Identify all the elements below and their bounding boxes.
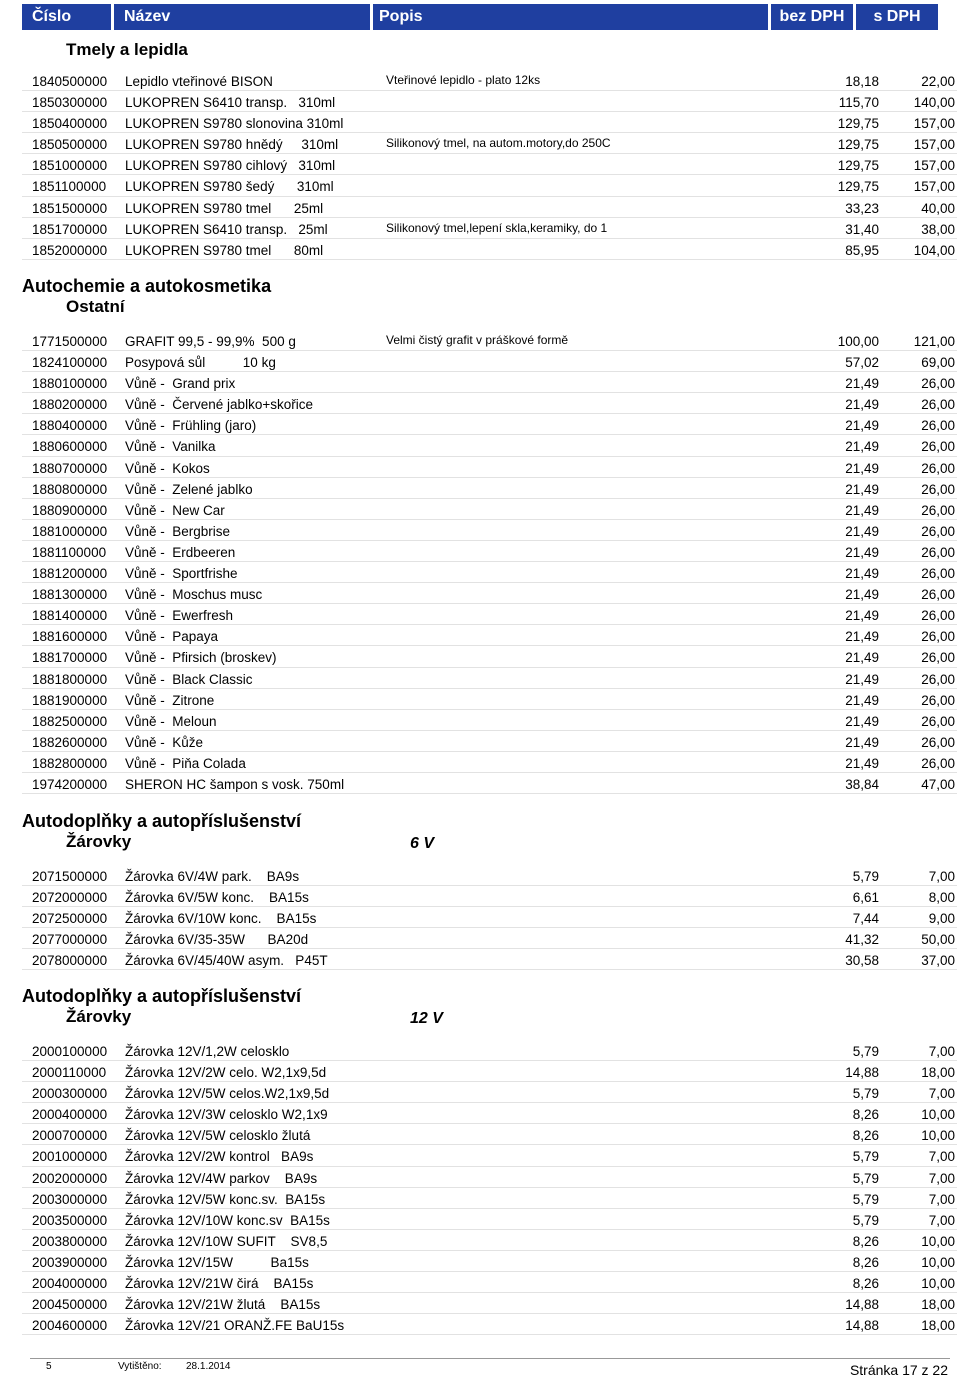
item-code: 1881300000 — [32, 587, 108, 603]
footer-number: 5 — [46, 1361, 52, 1372]
item-description: Vteřinové lepidlo - plato 12ks — [386, 73, 541, 87]
table-row — [22, 625, 957, 646]
table-row — [22, 668, 957, 689]
item-name: LUKOPREN S9780 cihlový 310ml — [125, 158, 336, 174]
table-row — [22, 330, 957, 351]
table-row — [22, 239, 957, 260]
table-auto12 — [22, 1040, 957, 1335]
item-name: Žárovka 6V/35-35W BA20d — [125, 932, 309, 948]
item-name: Vůně - Erdbeeren — [125, 544, 236, 560]
item-name: Žárovka 6V/10W konc. BA15s — [125, 911, 317, 927]
item-name: Vůně - Pfirsich (broskev) — [125, 650, 277, 666]
table-row — [22, 928, 957, 949]
item-code: 2000300000 — [32, 1086, 108, 1102]
item-code: 1881200000 — [32, 566, 108, 582]
price-without-vat: 5,79 — [852, 1170, 879, 1186]
item-name: Vůně - Grand prix — [125, 376, 236, 392]
table-row — [22, 372, 957, 393]
price-without-vat: 21,49 — [845, 460, 879, 476]
item-name: Vůně - Kokos — [125, 460, 210, 476]
item-code: 1881700000 — [32, 650, 108, 666]
footer-rule — [30, 1358, 950, 1359]
item-code: 1882500000 — [32, 713, 108, 729]
price-without-vat: 21,49 — [845, 608, 879, 624]
item-name: LUKOPREN S9780 tmel 25ml — [125, 200, 324, 216]
item-name: Vůně - Kůže — [125, 734, 204, 750]
price-without-vat: 21,49 — [845, 439, 879, 455]
table-row — [22, 1251, 957, 1272]
price-without-vat: 21,49 — [845, 734, 879, 750]
price-with-vat: 26,00 — [921, 376, 955, 392]
header-popis: Popis — [373, 4, 768, 30]
table-row — [22, 1293, 957, 1314]
price-with-vat: 26,00 — [921, 481, 955, 497]
price-without-vat: 30,58 — [845, 953, 879, 969]
item-code: 1880200000 — [32, 397, 108, 413]
table-row — [22, 154, 957, 175]
item-name: Žárovka 12V/4W parkov BA9s — [125, 1170, 318, 1186]
section-auto12 — [22, 986, 952, 1027]
table-row — [22, 1040, 957, 1061]
table-row — [22, 646, 957, 667]
table-row — [22, 1272, 957, 1293]
price-with-vat: 7,00 — [928, 1086, 955, 1102]
item-code: 2003800000 — [32, 1233, 108, 1249]
table-row — [22, 773, 957, 794]
price-with-vat: 37,00 — [921, 953, 955, 969]
item-name: Žárovka 12V/3W celosklo W2,1x9 — [125, 1107, 328, 1123]
item-name: Žárovka 12V/21W čirá BA15s — [125, 1276, 314, 1292]
table-row — [22, 731, 957, 752]
table-row — [22, 91, 957, 112]
item-code: 2078000000 — [32, 953, 108, 969]
item-name: Vůně - Zitrone — [125, 692, 215, 708]
item-name: LUKOPREN S6410 transp. 25ml — [125, 221, 328, 237]
price-without-vat: 6,61 — [852, 890, 879, 906]
item-name: LUKOPREN S9780 šedý 310ml — [125, 179, 334, 195]
price-with-vat: 69,00 — [921, 355, 955, 371]
item-name: Žárovka 12V/2W kontrol BA9s — [125, 1149, 314, 1165]
table-row — [22, 175, 957, 196]
price-with-vat: 157,00 — [913, 137, 955, 153]
voltage-label: 6 V — [410, 835, 435, 852]
footer-printed-label: Vytištěno: — [118, 1361, 162, 1372]
price-with-vat: 10,00 — [921, 1107, 955, 1123]
table-row — [22, 218, 957, 239]
item-code: 2004000000 — [32, 1276, 108, 1292]
item-name: Žárovka 12V/5W celos.W2,1x9,5d — [125, 1086, 330, 1102]
item-code: 1850300000 — [32, 95, 108, 111]
item-name: Vůně - Black Classic — [125, 671, 253, 687]
price-without-vat: 14,88 — [845, 1065, 879, 1081]
table-row — [22, 478, 957, 499]
price-with-vat: 26,00 — [921, 587, 955, 603]
price-without-vat: 21,49 — [845, 523, 879, 539]
section-subtitle: Ostatní — [66, 297, 125, 316]
item-code: 1880800000 — [32, 481, 108, 497]
price-with-vat: 7,00 — [928, 1170, 955, 1186]
item-code: 1850400000 — [32, 116, 108, 132]
item-name: Žárovka 6V/45/40W asym. P45T — [125, 953, 328, 969]
price-with-vat: 26,00 — [921, 397, 955, 413]
item-code: 1974200000 — [32, 776, 108, 792]
item-code: 1840500000 — [32, 74, 108, 89]
price-without-vat: 21,49 — [845, 418, 879, 434]
table-row — [22, 1167, 957, 1188]
item-name: Vůně - Papaya — [125, 629, 219, 645]
price-with-vat: 140,00 — [913, 95, 955, 111]
price-without-vat: 41,32 — [845, 932, 879, 948]
price-without-vat: 21,49 — [845, 650, 879, 666]
item-code: 1880100000 — [32, 376, 108, 392]
price-without-vat: 21,49 — [845, 566, 879, 582]
price-with-vat: 157,00 — [913, 116, 955, 132]
item-code: 1852000000 — [32, 242, 108, 258]
item-code: 1882600000 — [32, 734, 108, 750]
table-row — [22, 583, 957, 604]
section-title: Autochemie a autokosmetika — [22, 276, 272, 296]
item-name: Vůně - Zelené jablko — [125, 481, 253, 497]
price-without-vat: 5,79 — [852, 1086, 879, 1102]
item-name: Vůně - Ewerfresh — [125, 608, 234, 624]
price-with-vat: 7,00 — [928, 1149, 955, 1165]
item-name: Žárovka 12V/10W konc.sv BA15s — [125, 1212, 330, 1228]
price-without-vat: 129,75 — [837, 137, 879, 153]
table-tmely — [22, 70, 957, 260]
section-title: Autodoplňky a autopříslušenství — [22, 811, 302, 831]
price-with-vat: 26,00 — [921, 439, 955, 455]
table-row — [22, 112, 957, 133]
table-row — [22, 520, 957, 541]
table-row — [22, 1209, 957, 1230]
price-with-vat: 26,00 — [921, 755, 955, 771]
item-code: 1851000000 — [32, 158, 108, 174]
price-with-vat: 10,00 — [921, 1128, 955, 1144]
item-code: 2000400000 — [32, 1107, 108, 1123]
item-code: 1881100000 — [32, 544, 107, 560]
item-code: 1880600000 — [32, 439, 108, 455]
price-without-vat: 5,79 — [852, 869, 879, 884]
price-with-vat: 18,00 — [921, 1065, 955, 1081]
table-row — [22, 689, 957, 710]
item-code: 1880400000 — [32, 418, 108, 434]
price-without-vat: 115,70 — [838, 95, 879, 111]
price-with-vat: 10,00 — [921, 1276, 955, 1292]
item-code: 1851500000 — [32, 200, 108, 216]
price-with-vat: 26,00 — [921, 544, 955, 560]
price-without-vat: 38,84 — [845, 776, 879, 792]
section-subtitle: Žárovky — [66, 1007, 132, 1026]
item-name: Vůně - Moschus musc — [125, 587, 263, 603]
table-auto6 — [22, 865, 957, 970]
item-code: 2004600000 — [32, 1318, 108, 1334]
item-code: 1771500000 — [32, 334, 108, 349]
item-name: LUKOPREN S6410 transp. 310ml — [125, 95, 336, 111]
table-row — [22, 886, 957, 907]
item-name: Posypová sůl 10 kg — [125, 355, 276, 371]
header-cislo: Číslo — [22, 4, 111, 30]
item-name: SHERON HC šampon s vosk. 750ml — [125, 776, 345, 792]
item-code: 2003900000 — [32, 1254, 108, 1270]
price-with-vat: 26,00 — [921, 608, 955, 624]
table-row — [22, 70, 957, 91]
section-subtitle: Tmely a lepidla — [66, 40, 188, 59]
price-without-vat: 8,26 — [852, 1128, 879, 1144]
voltage-label: 12 V — [410, 1010, 443, 1027]
table-row — [22, 1124, 957, 1145]
item-code: 2000100000 — [32, 1044, 108, 1059]
price-with-vat: 157,00 — [913, 179, 955, 195]
price-without-vat: 21,49 — [845, 755, 879, 771]
price-with-vat: 50,00 — [921, 932, 955, 948]
item-name: LUKOPREN S9780 hnědý 310ml — [125, 137, 339, 153]
table-row — [22, 197, 957, 218]
table-row — [22, 1145, 957, 1166]
header-bez-dph: bez DPH — [771, 4, 853, 30]
price-without-vat: 21,49 — [845, 629, 879, 645]
item-name: Lepidlo vteřinové BISON — [125, 74, 273, 89]
item-code: 2000110000 — [32, 1065, 107, 1081]
table-row — [22, 393, 957, 414]
table-row — [22, 499, 957, 520]
item-code: 1880700000 — [32, 460, 108, 476]
price-with-vat: 26,00 — [921, 502, 955, 518]
price-with-vat: 26,00 — [921, 713, 955, 729]
price-without-vat: 129,75 — [837, 116, 879, 132]
item-name: Vůně - Červené jablko+skořice — [125, 397, 313, 413]
section-subtitle: Žárovky — [66, 832, 132, 851]
price-without-vat: 33,23 — [845, 200, 879, 216]
header-nazev: Název — [114, 4, 370, 30]
item-name: Žárovka 12V/15W Ba15s — [125, 1254, 309, 1270]
price-with-vat: 7,00 — [928, 1191, 955, 1207]
item-code: 1880900000 — [32, 502, 108, 518]
item-description: Silikonový tmel,lepení skla,keramiky, do 1 — [386, 220, 608, 235]
table-row — [22, 562, 957, 583]
item-name: Žárovka 12V/21W žlutá BA15s — [125, 1297, 321, 1313]
table-row — [22, 949, 957, 970]
item-code: 2004500000 — [32, 1297, 108, 1313]
item-name: Žárovka 12V/1,2W celosklo — [125, 1044, 290, 1059]
item-name: Vůně - New Car — [125, 502, 225, 518]
item-name: Žárovka 12V/2W celo. W2,1x9,5d — [125, 1065, 327, 1081]
price-with-vat: 18,00 — [921, 1297, 955, 1313]
price-without-vat: 57,02 — [845, 355, 879, 371]
table-autochemie — [22, 330, 957, 794]
price-without-vat: 100,00 — [837, 334, 879, 349]
price-without-vat: 18,18 — [845, 74, 879, 89]
price-without-vat: 5,79 — [852, 1044, 879, 1059]
price-with-vat: 121,00 — [913, 334, 955, 349]
price-without-vat: 129,75 — [837, 158, 879, 174]
footer-printed-date: 28.1.2014 — [186, 1361, 231, 1372]
item-name: GRAFIT 99,5 - 99,9% 500 g — [125, 334, 296, 349]
price-without-vat: 31,40 — [845, 221, 879, 237]
price-without-vat: 21,49 — [845, 481, 879, 497]
price-with-vat: 104,00 — [913, 242, 955, 258]
table-row — [22, 1230, 957, 1251]
price-without-vat: 21,49 — [845, 376, 879, 392]
price-with-vat: 47,00 — [921, 776, 955, 792]
item-code: 2072000000 — [32, 890, 108, 906]
price-without-vat: 7,44 — [852, 911, 879, 927]
price-with-vat: 18,00 — [921, 1318, 955, 1334]
price-without-vat: 21,49 — [845, 692, 879, 708]
table-row — [22, 435, 957, 456]
price-with-vat: 26,00 — [921, 734, 955, 750]
price-with-vat: 10,00 — [921, 1233, 955, 1249]
price-with-vat: 7,00 — [928, 1044, 955, 1059]
item-code: 2002000000 — [32, 1170, 108, 1186]
item-code: 2003000000 — [32, 1191, 108, 1207]
price-without-vat: 8,26 — [852, 1276, 879, 1292]
price-with-vat: 40,00 — [921, 200, 955, 216]
table-row — [22, 1103, 957, 1124]
item-name: LUKOPREN S9780 slonovina 310ml — [125, 116, 344, 132]
table-row — [22, 1314, 957, 1335]
price-with-vat: 22,00 — [921, 74, 955, 89]
table-row — [22, 710, 957, 731]
section-title: Autodoplňky a autopříslušenství — [22, 986, 302, 1006]
table-row — [22, 133, 957, 154]
section-autochemie — [22, 276, 952, 317]
price-with-vat: 26,00 — [921, 671, 955, 687]
price-without-vat: 129,75 — [837, 179, 879, 195]
price-with-vat: 26,00 — [921, 523, 955, 539]
item-name: Vůně - Meloun — [125, 713, 217, 729]
item-description: Velmi čistý grafit v práškové formě — [386, 333, 569, 347]
price-with-vat: 26,00 — [921, 629, 955, 645]
item-name: Žárovka 6V/4W park. BA9s — [125, 869, 300, 884]
price-without-vat: 21,49 — [845, 671, 879, 687]
item-description: Silikonový tmel, na autom.motory,do 250C — [386, 136, 611, 151]
table-row — [22, 351, 957, 372]
price-without-vat: 8,26 — [852, 1254, 879, 1270]
item-code: 1850500000 — [32, 137, 108, 153]
price-without-vat: 85,95 — [845, 242, 879, 258]
item-code: 1881000000 — [32, 523, 108, 539]
item-code: 2072500000 — [32, 911, 108, 927]
section-tmely — [22, 40, 952, 60]
price-with-vat: 26,00 — [921, 650, 955, 666]
price-with-vat: 26,00 — [921, 418, 955, 434]
price-without-vat: 21,49 — [845, 587, 879, 603]
item-code: 1881400000 — [32, 608, 108, 624]
footer-page-number: Stránka 17 z 22 — [849, 1362, 948, 1378]
table-row — [22, 1082, 957, 1103]
price-with-vat: 7,00 — [928, 1212, 955, 1228]
item-code: 2071500000 — [32, 869, 108, 884]
price-without-vat: 5,79 — [852, 1212, 879, 1228]
item-code: 2000700000 — [32, 1128, 108, 1144]
price-without-vat: 21,49 — [845, 502, 879, 518]
table-row — [22, 541, 957, 562]
price-with-vat: 38,00 — [921, 221, 955, 237]
item-name: Vůně - Sportfrishe — [125, 566, 238, 582]
header-s-dph: s DPH — [856, 4, 938, 30]
item-name: Žárovka 12V/10W SUFIT SV8,5 — [125, 1233, 328, 1249]
table-row — [22, 1188, 957, 1209]
table-header — [22, 4, 938, 30]
page-footer — [0, 1358, 960, 1378]
item-code: 1824100000 — [32, 355, 108, 371]
item-name: Vůně - Vanilka — [125, 439, 216, 455]
price-with-vat: 26,00 — [921, 692, 955, 708]
price-with-vat: 9,00 — [928, 911, 955, 927]
item-code: 2001000000 — [32, 1149, 108, 1165]
price-without-vat: 21,49 — [845, 544, 879, 560]
item-code: 2003500000 — [32, 1212, 108, 1228]
item-name: Žárovka 12V/5W konc.sv. BA15s — [125, 1191, 326, 1207]
item-name: Žárovka 6V/5W konc. BA15s — [125, 890, 309, 906]
price-with-vat: 7,00 — [928, 869, 955, 884]
price-without-vat: 21,49 — [845, 713, 879, 729]
price-without-vat: 8,26 — [852, 1107, 879, 1123]
item-code: 1882800000 — [32, 755, 108, 771]
price-without-vat: 5,79 — [852, 1191, 879, 1207]
item-code: 2077000000 — [32, 932, 108, 948]
item-code: 1881800000 — [32, 671, 108, 687]
item-name: LUKOPREN S9780 tmel 80ml — [125, 242, 324, 258]
item-code: 1881600000 — [32, 629, 108, 645]
item-name: Vůně - Piňa Colada — [125, 755, 246, 771]
price-with-vat: 10,00 — [921, 1254, 955, 1270]
item-name: Žárovka 12V/5W celosklo žlutá — [125, 1128, 311, 1144]
item-name: Vůně - Bergbrise — [125, 523, 231, 539]
price-without-vat: 8,26 — [852, 1233, 879, 1249]
price-without-vat: 5,79 — [852, 1149, 879, 1165]
price-without-vat: 21,49 — [845, 397, 879, 413]
item-code: 1851100000 — [32, 179, 107, 195]
table-row — [22, 1061, 957, 1082]
table-row — [22, 752, 957, 773]
item-name: Vůně - Frühling (jaro) — [125, 418, 257, 434]
item-name: Žárovka 12V/21 ORANŽ.FE BaU15s — [125, 1318, 345, 1334]
table-row — [22, 604, 957, 625]
item-code: 1881900000 — [32, 692, 108, 708]
price-with-vat: 8,00 — [928, 890, 955, 906]
price-with-vat: 26,00 — [921, 460, 955, 476]
table-row — [22, 457, 957, 478]
table-row — [22, 907, 957, 928]
price-with-vat: 157,00 — [913, 158, 955, 174]
section-auto6 — [22, 811, 952, 852]
price-without-vat: 14,88 — [845, 1297, 879, 1313]
price-without-vat: 14,88 — [845, 1318, 879, 1334]
table-row — [22, 865, 957, 886]
table-row — [22, 414, 957, 435]
price-with-vat: 26,00 — [921, 566, 955, 582]
item-code: 1851700000 — [32, 221, 108, 237]
